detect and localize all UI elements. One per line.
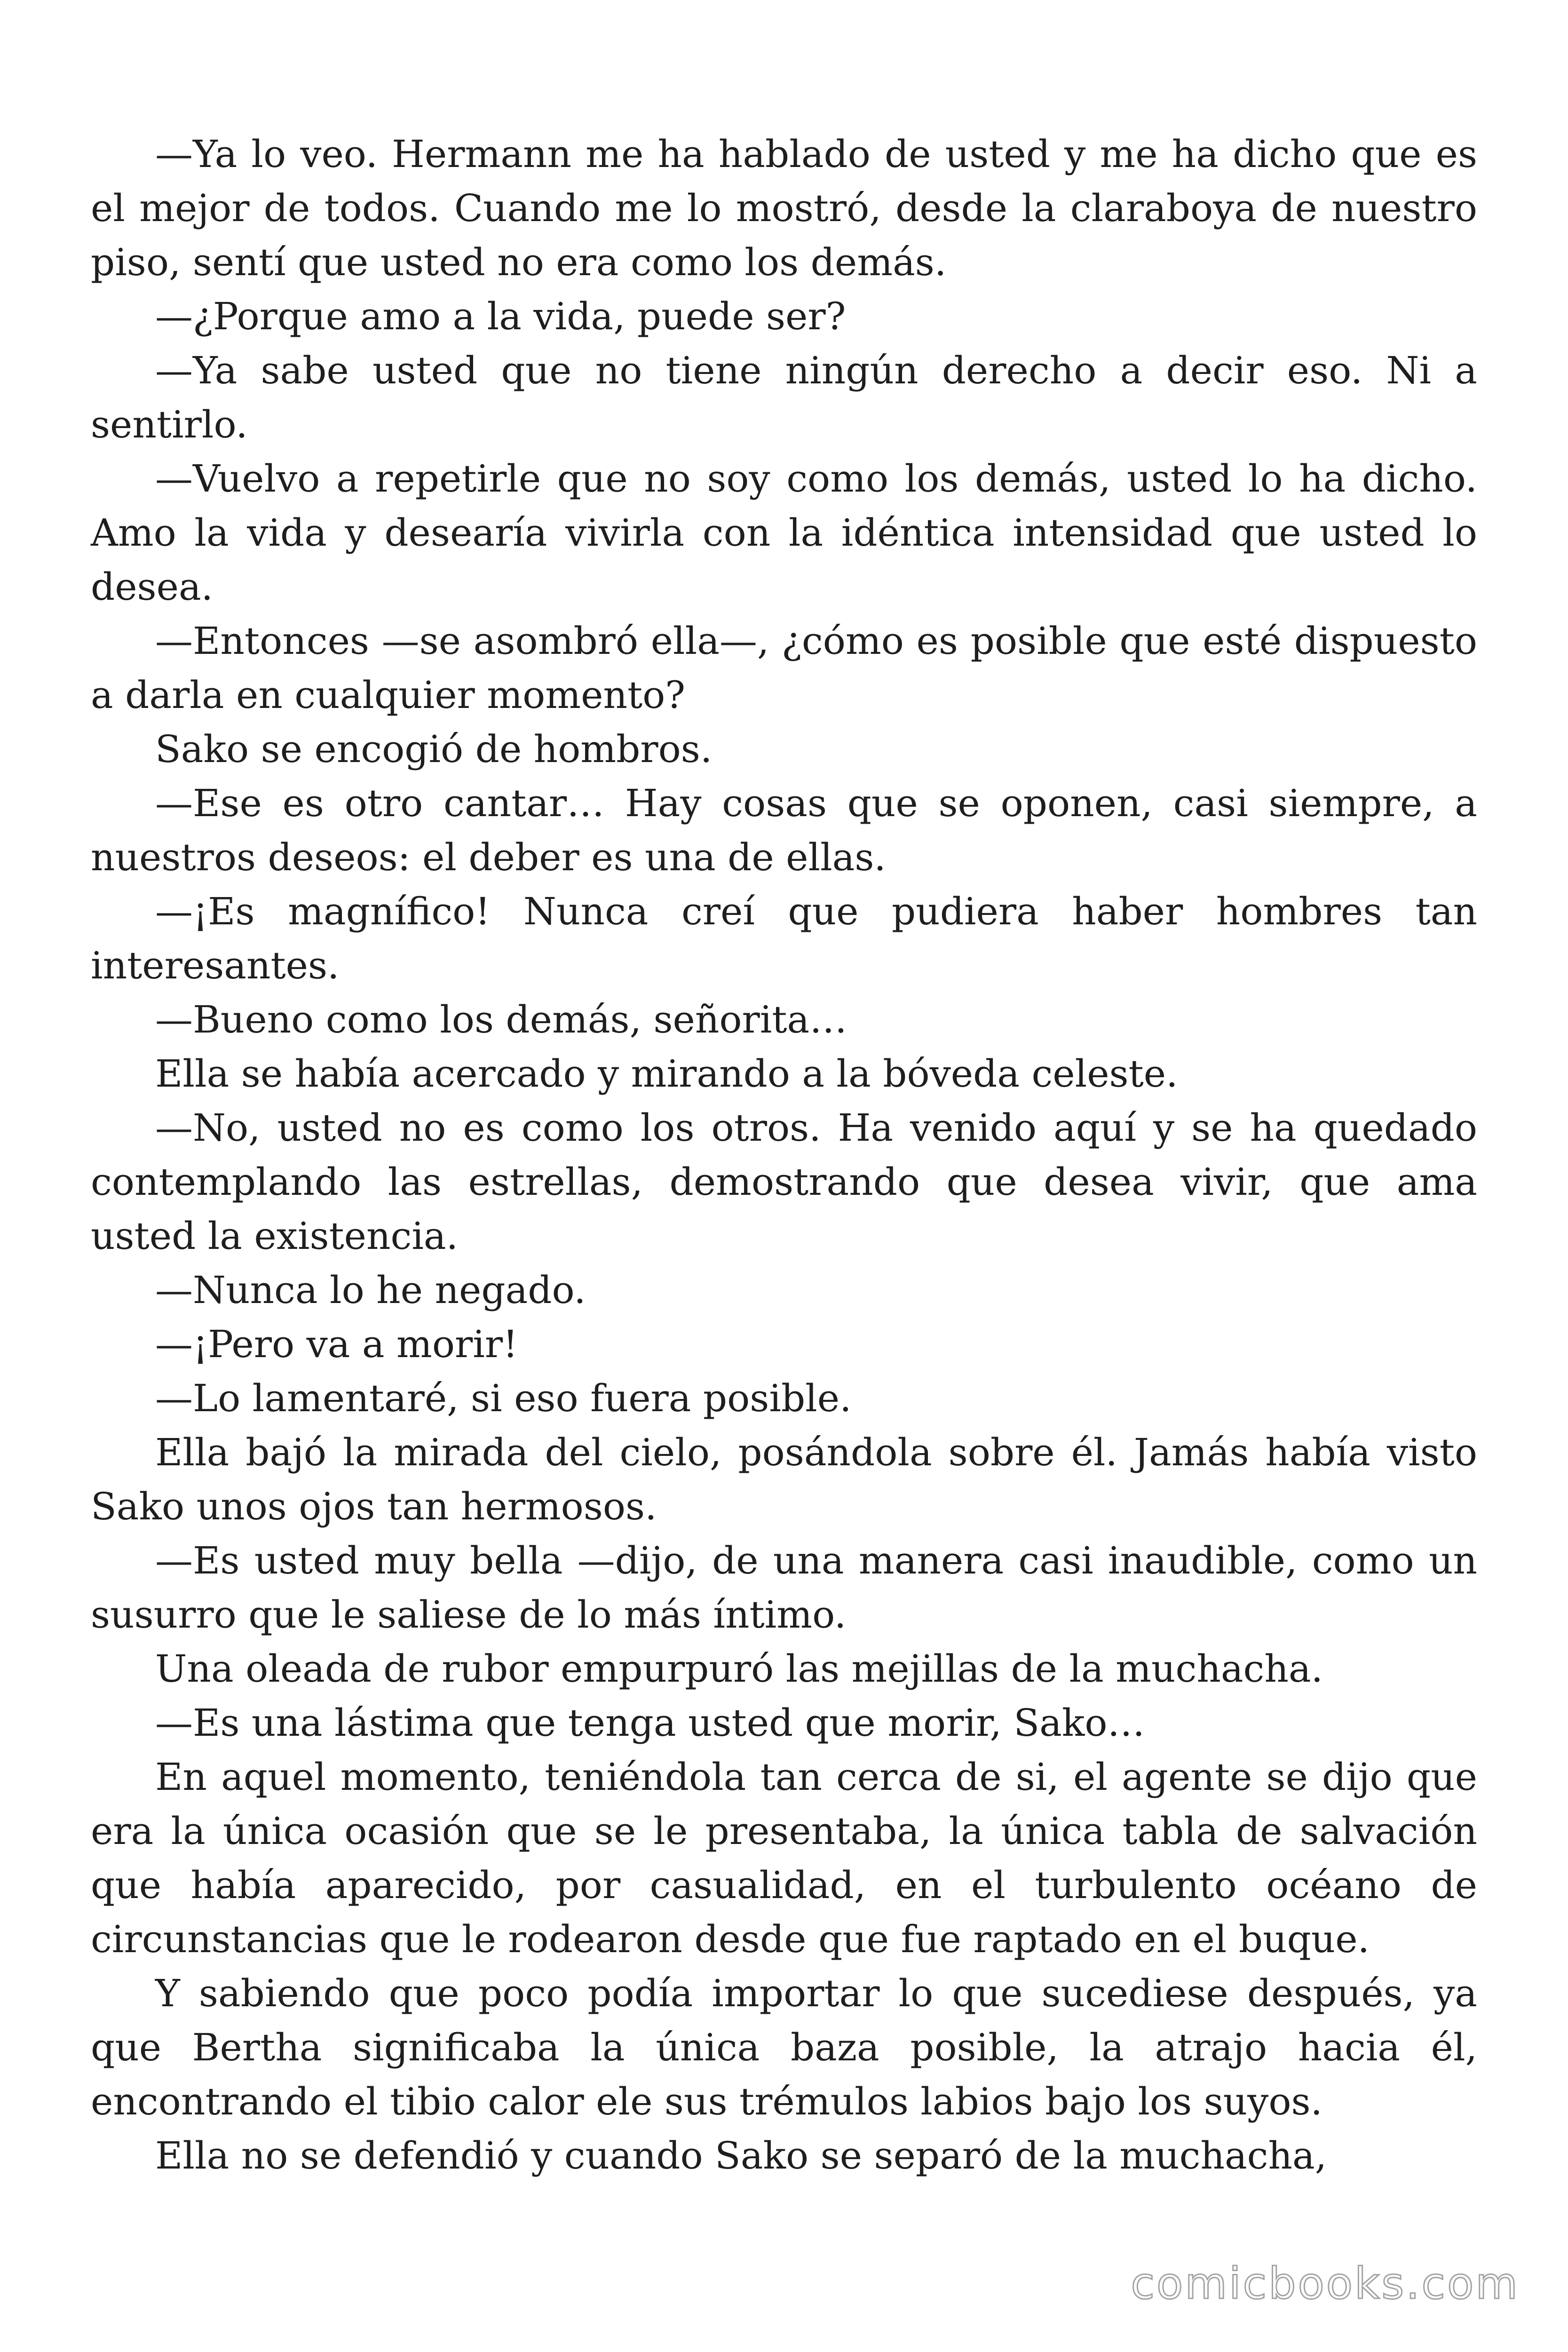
paragraph: —Lo lamentaré, si eso fuera posible. [155, 1376, 852, 1420]
paragraph: Y sabiendo que poco podía importar lo que sucediese después, ya que Bertha significaba la única baza posible, la atrajo hacia él, encontrando el tibio calor ele sus trémulos labios bajo los suyos. [91, 1971, 1477, 2123]
paragraph: —Ya lo veo. Hermann me ha hablado de usted y me ha dicho que es el mejor de todos. Cuando me lo mostró, desde la claraboya de nuestro piso, sentí que usted no era como los demás. [91, 132, 1477, 284]
paragraph: Sako se encogió de hombros. [155, 727, 713, 771]
paragraph: —Es usted muy bella —dijo, de una manera casi inaudible, como un susurro que le saliese de lo más íntimo. [91, 1539, 1477, 1637]
paragraph: Ella no se defendió y cuando Sako se separó de la muchacha, [155, 2134, 1327, 2177]
paragraph: —Es una lástima que tenga usted que morir, Sako… [155, 1701, 1145, 1745]
paragraph: —Ya sabe usted que no tiene ningún derecho a decir eso. Ni a sentirlo. [91, 349, 1477, 446]
paragraph: —Nunca lo he negado. [155, 1268, 586, 1312]
paragraph: —¡Pero va a morir! [155, 1322, 518, 1366]
paragraph: —Entonces —se asombró ella—, ¿cómo es posible que esté dispuesto a darla en cualquier momento? [91, 619, 1477, 717]
paragraph: Ella se había acercado y mirando a la bóveda celeste. [155, 1052, 1178, 1096]
paragraph: Ella bajó la mirada del cielo, posándola sobre él. Jamás había visto Sako unos ojos tan hermosos. [91, 1430, 1477, 1528]
paragraph: —Bueno como los demás, señorita… [155, 998, 847, 1041]
paragraph: —Ese es otro cantar… Hay cosas que se oponen, casi siempre, a nuestros deseos: el deber es una de ellas. [91, 781, 1477, 879]
watermark: comicbooks.com [1131, 2258, 1520, 2309]
paragraph: Una oleada de rubor empurpuró las mejillas de la muchacha. [155, 1647, 1323, 1691]
paragraph: —No, usted no es como los otros. Ha venido aquí y se ha quedado contemplando las estrellas, demostrando que desea vivir, que ama usted la existencia. [91, 1106, 1477, 1258]
paragraph: En aquel momento, teniéndola tan cerca de si, el agente se dijo que era la única ocasión que se le presentaba, la única tabla de salvación que había aparecido, por casualidad, en el turbulento océano de circunstancias que le rodearon desde que fue raptado en el buque. [91, 1755, 1477, 1961]
book-page-text [91, 127, 1477, 2183]
paragraph: —Vuelvo a repetirle que no soy como los demás, usted lo ha dicho. Amo la vida y desearía vivirla con la idéntica intensidad que usted lo desea. [91, 457, 1477, 609]
paragraph: —¿Porque amo a la vida, puede ser? [155, 294, 846, 338]
paragraph: —¡Es magnífico! Nunca creí que pudiera haber hombres tan interesantes. [91, 890, 1477, 987]
